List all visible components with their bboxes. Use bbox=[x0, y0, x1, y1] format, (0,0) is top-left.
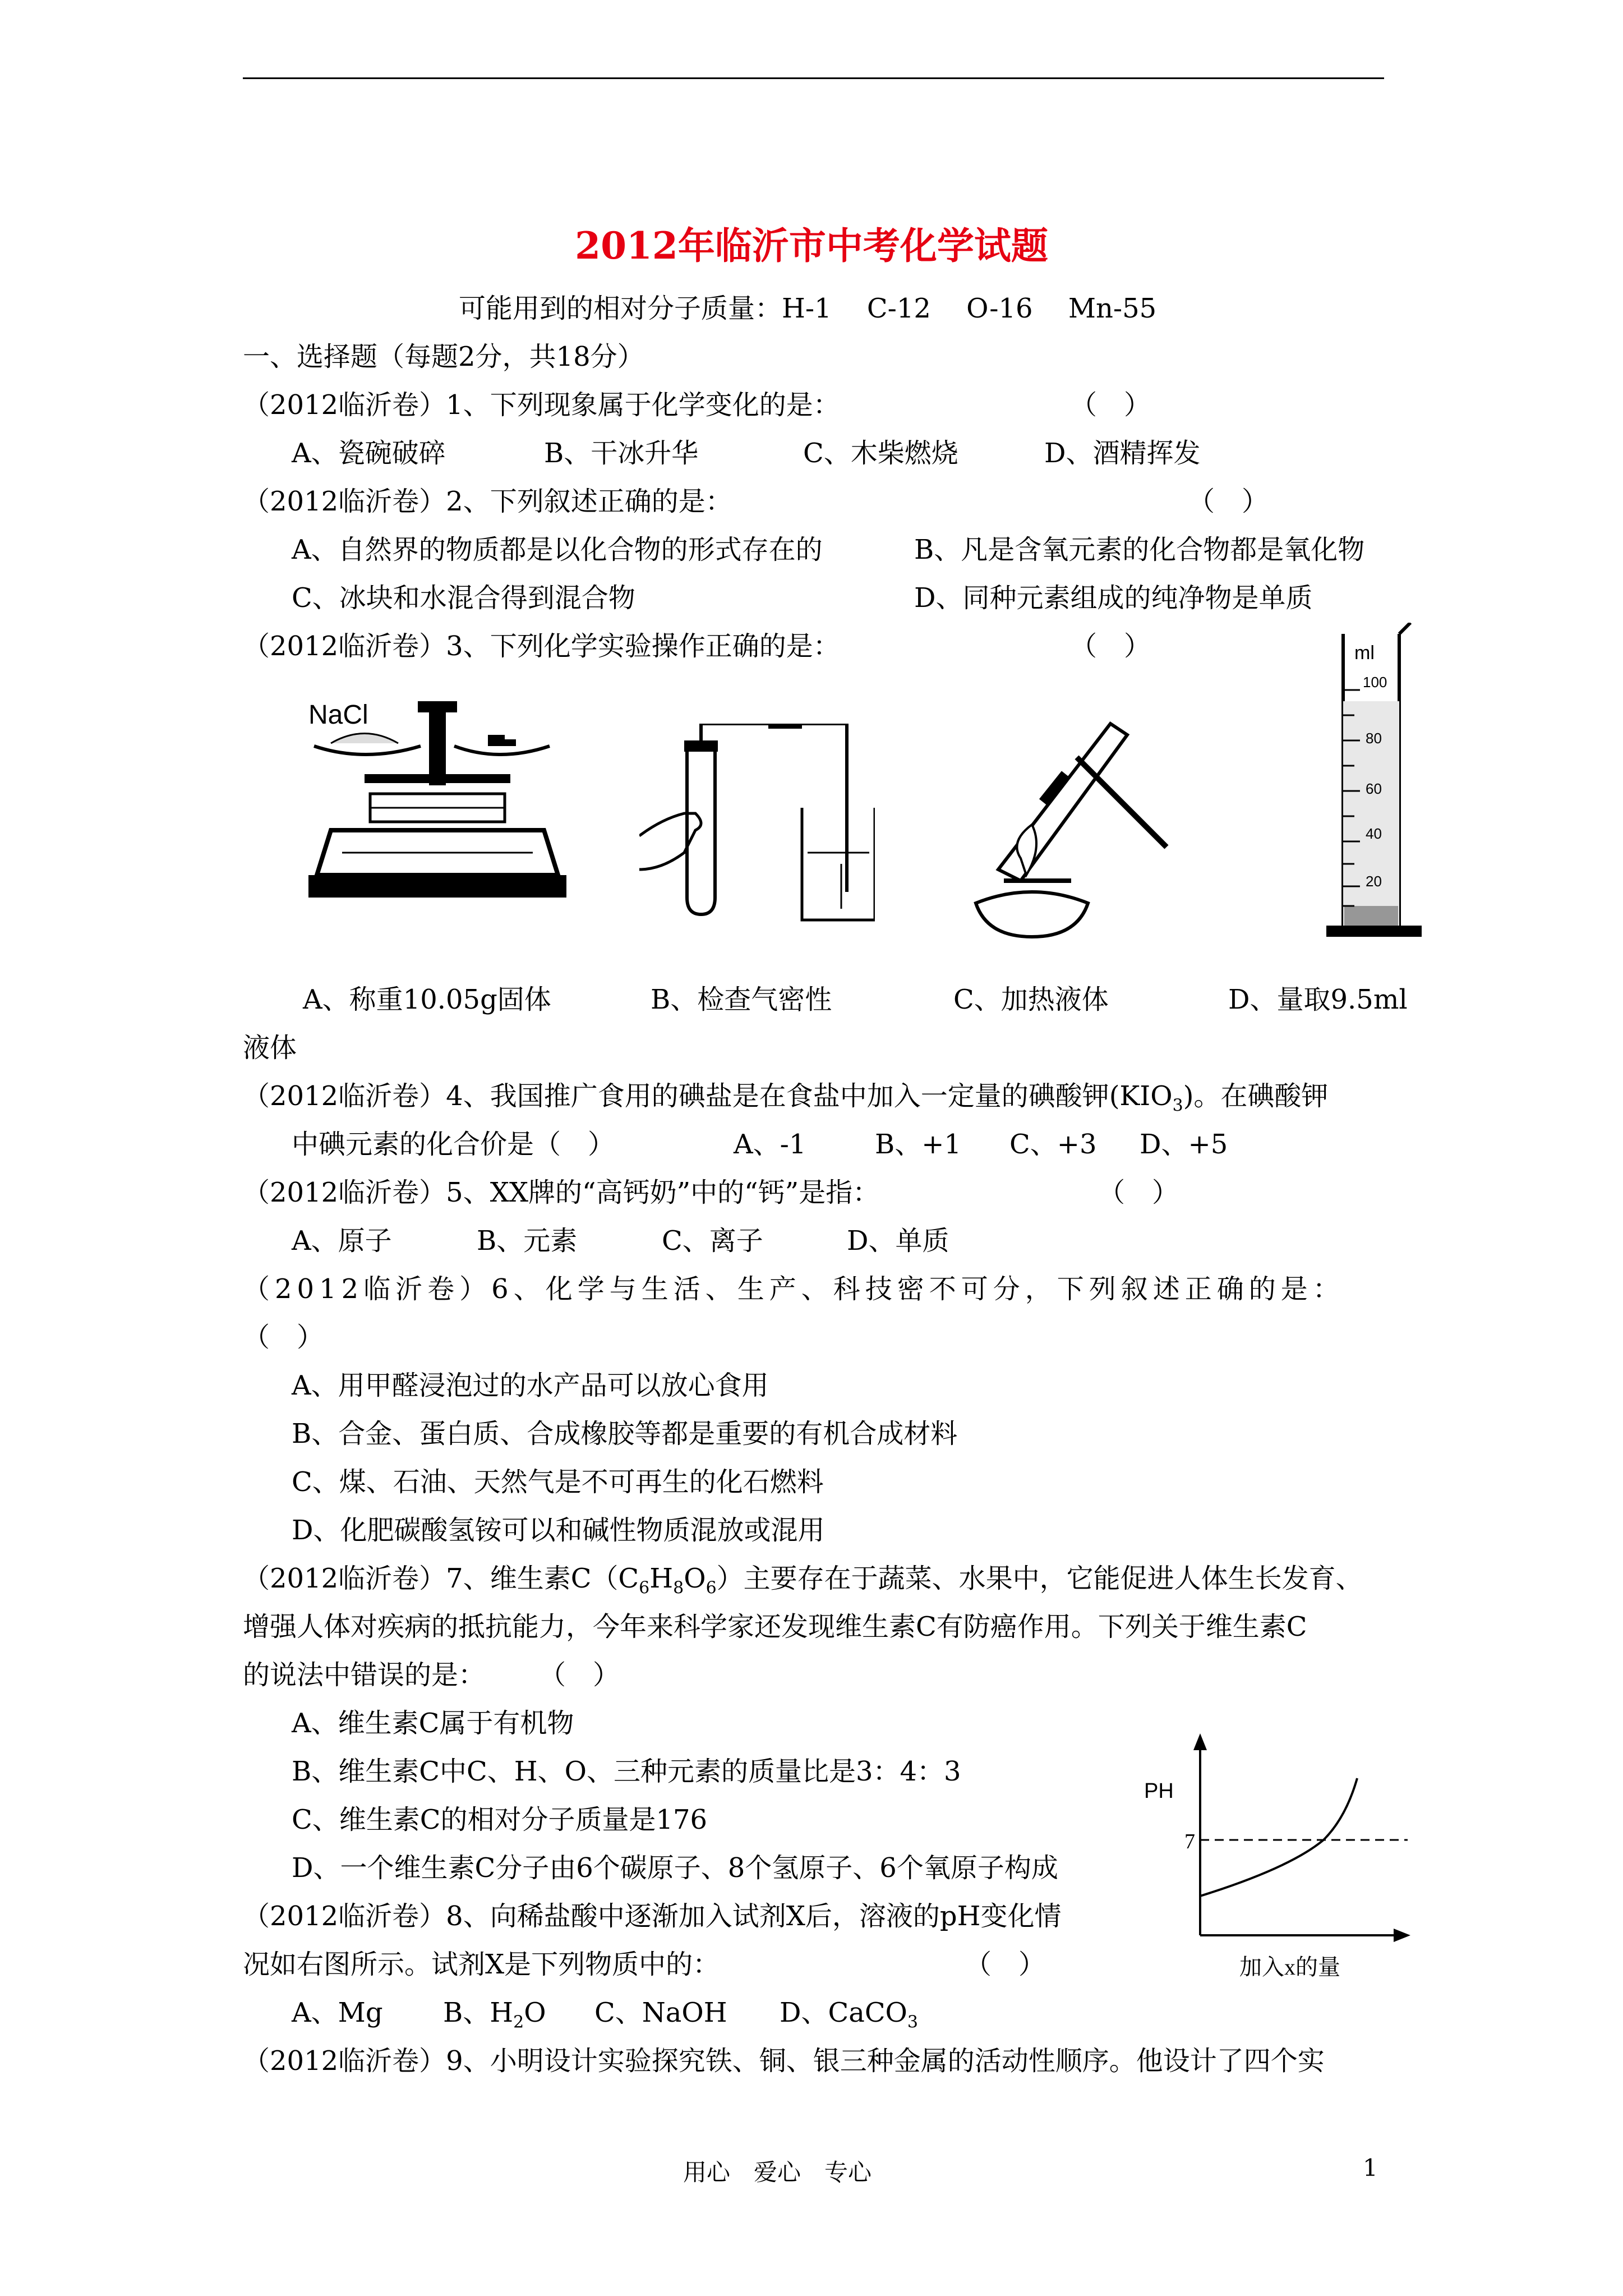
option-b: B、元素 bbox=[477, 1225, 578, 1257]
option-c: C、维生素C的相对分子质量是176 bbox=[292, 1804, 708, 1835]
question-3-stem: （2012临沂卷）3、下列化学实验操作正确的是： bbox=[243, 631, 840, 662]
header-rule bbox=[243, 77, 1384, 79]
question-4-line2: 中碘元素的化合价是（ ） bbox=[292, 1129, 615, 1160]
option-a: A、瓷碗破碎 bbox=[292, 438, 446, 469]
heating-liquid-figure bbox=[965, 712, 1189, 948]
question-7-line3: 的说法中错误的是： （ ） bbox=[243, 1659, 620, 1691]
option-c: C、离子 bbox=[662, 1225, 763, 1257]
option-a: A、原子 bbox=[292, 1225, 392, 1257]
option-d: D、化肥碳酸氢铵可以和碱性物质混放或混用 bbox=[292, 1515, 825, 1546]
question-2-stem: （2012临沂卷）2、下列叙述正确的是： bbox=[243, 486, 732, 517]
option-d: D、CaCO$_3$ bbox=[780, 1997, 919, 2032]
option-b: B、检查气密性 bbox=[651, 984, 832, 1015]
option-d: D、单质 bbox=[847, 1225, 949, 1257]
option-b: B、$H_2O$ bbox=[443, 1997, 546, 2032]
option-a: A、称重10.05g固体 bbox=[303, 984, 551, 1015]
option-c: C、冰块和水混合得到混合物 bbox=[292, 582, 635, 614]
balance-figure bbox=[308, 690, 566, 909]
footer-motto: 用心 爱心 专心 bbox=[683, 2159, 872, 2186]
molar-mass-line: 可能用到的相对分子质量：H-1 C-12 O-16 Mn-55 bbox=[459, 293, 1157, 324]
tick-label-20: 20 bbox=[1366, 873, 1382, 890]
option-a: A、自然界的物质都是以化合物的形式存在的 bbox=[292, 534, 823, 565]
option-c: C、NaOH bbox=[594, 1997, 727, 2028]
answer-bracket: （ ） bbox=[1188, 486, 1269, 517]
ph-graph bbox=[1144, 1728, 1424, 1986]
option-c: C、+3 bbox=[1009, 1129, 1097, 1160]
question-5-stem: （2012临沂卷）5、XX牌的“高钙奶”中的“钙”是指： bbox=[243, 1177, 880, 1208]
option-b: B、合金、蛋白质、合成橡胶等都是重要的有机合成材料 bbox=[292, 1418, 958, 1450]
question-9-line1: （2012临沂卷）9、小明设计实验探究铁、铜、银三种金属的活动性顺序。他设计了四个实 bbox=[243, 2045, 1325, 2077]
tick-label-40: 40 bbox=[1366, 825, 1382, 842]
option-d-continued: 液体 bbox=[243, 1032, 297, 1064]
option-a: A、Mg bbox=[292, 1997, 383, 2028]
ph7-label: 7 bbox=[1184, 1830, 1195, 1853]
option-b: B、+1 bbox=[875, 1129, 962, 1160]
cylinder-unit: ml bbox=[1354, 642, 1375, 664]
question-4-line1: （2012临沂卷）4、我国推广食用的碘盐是在食盐中加入一定量的碘酸钾$(KIO_3)$。在碘酸钾 bbox=[243, 1080, 1329, 1116]
x-axis-label: 加入x的量 bbox=[1239, 1954, 1340, 1980]
option-a: A、用甲醛浸泡过的水产品可以放心食用 bbox=[292, 1370, 769, 1401]
option-b: B、干冰升华 bbox=[544, 438, 699, 469]
answer-bracket: （ ） bbox=[243, 1322, 324, 1353]
option-b: B、维生素C中C、H、O、三种元素的质量比是3：4：3 bbox=[292, 1756, 961, 1787]
airtightness-figure bbox=[639, 724, 875, 937]
question-8-line1: （2012临沂卷）8、向稀盐酸中逐渐加入试剂X后，溶液的pH变化情 bbox=[243, 1901, 1062, 1932]
question-8-line2: 况如右图所示。试剂X是下列物质中的： bbox=[243, 1949, 720, 1980]
section-heading: 一、选择题（每题2分，共18分） bbox=[243, 341, 644, 372]
question-6-stem: （2012临沂卷）6、化学与生活、生产、科技密不可分，下列叙述正确的是： bbox=[243, 1273, 1345, 1305]
nacl-label: NaCl bbox=[308, 700, 368, 730]
option-c: C、加热液体 bbox=[953, 984, 1109, 1015]
answer-bracket: （ ） bbox=[1098, 1177, 1179, 1208]
question-7-line2: 增强人体对疾病的抵抗能力，今年来科学家还发现维生素C有防癌作用。下列关于维生素C bbox=[243, 1611, 1307, 1642]
tick-label-60: 60 bbox=[1366, 780, 1382, 797]
option-a: A、维生素C属于有机物 bbox=[292, 1708, 574, 1739]
option-d: D、+5 bbox=[1140, 1129, 1228, 1160]
option-b: B、凡是含氧元素的化合物都是氧化物 bbox=[914, 534, 1365, 565]
tick-label-80: 80 bbox=[1366, 730, 1382, 747]
option-d: D、同种元素组成的纯净物是单质 bbox=[914, 582, 1313, 614]
option-d: D、量取9.5ml bbox=[1228, 984, 1408, 1015]
graduated-cylinder-figure bbox=[1321, 623, 1433, 948]
option-c: C、煤、石油、天然气是不可再生的化石燃料 bbox=[292, 1466, 824, 1498]
answer-bracket: （ ） bbox=[1070, 389, 1151, 421]
tick-label-100: 100 bbox=[1363, 674, 1387, 691]
question-1-stem: （2012临沂卷）1、下列现象属于化学变化的是： bbox=[243, 389, 840, 421]
option-d: D、酒精挥发 bbox=[1044, 438, 1201, 469]
option-a: A、-1 bbox=[734, 1129, 806, 1160]
answer-bracket: （ ） bbox=[965, 1949, 1046, 1980]
y-axis-label: PH bbox=[1144, 1779, 1174, 1803]
option-d: D、一个维生素C分子由6个碳原子、8个氢原子、6个氧原子构成 bbox=[292, 1852, 1058, 1884]
page-number: 1 bbox=[1363, 2154, 1378, 2182]
question-7-line1: （2012临沂卷）7、维生素$C(C_6H_8O_6)$主要存在于蔬菜、水果中，它能促进人体生长发育、 bbox=[243, 1563, 1363, 1598]
answer-bracket: （ ） bbox=[1070, 631, 1151, 662]
option-c: C、木柴燃烧 bbox=[803, 438, 958, 469]
page-title: 2012年临沂市中考化学试题 bbox=[575, 224, 1048, 268]
